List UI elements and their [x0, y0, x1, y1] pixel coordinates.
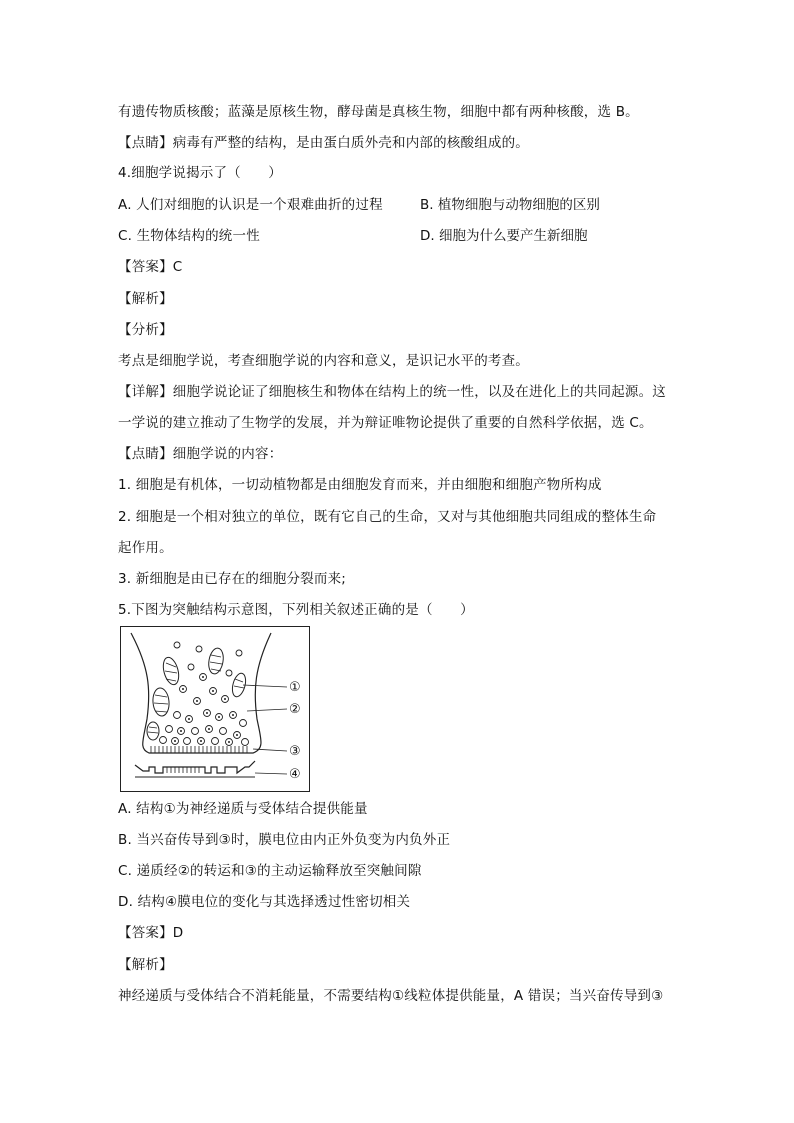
text-line: 1. 细胞是有机体，一切动植物都是由细胞发育而来，并由细胞和细胞产物所构成 — [118, 477, 602, 493]
answer-label: 【答案】D — [118, 925, 184, 941]
label-2: ② — [289, 702, 301, 717]
presynaptic-membrane-hatching — [151, 746, 247, 753]
text-line: 3. 新细胞是由已存在的细胞分裂而来; — [118, 571, 347, 587]
text-line: 【点睛】细胞学说的内容： — [118, 446, 283, 462]
leader-lines — [243, 685, 287, 774]
analysis-label: 【解析】 — [118, 957, 173, 973]
text-line: 有遗传物质核酸；蓝藻是原核生物，酵母菌是真核生物，细胞中都有两种核酸，选 B。 — [118, 104, 639, 120]
question-4-stem: 4.细胞学说揭示了（ ） — [118, 165, 282, 181]
text-line: 考点是细胞学说，考查细胞学说的内容和意义，是识记水平的考查。 — [118, 353, 529, 369]
question-4-option-d: D. 细胞为什么要产生新细胞 — [420, 228, 588, 244]
analysis-sub-label: 【分析】 — [118, 322, 173, 338]
synaptic-vesicles — [160, 642, 249, 746]
question-4-option-c: C. 生物体结构的统一性 — [118, 228, 260, 244]
question-5-option-b: B. 当兴奋传导到③时，膜电位由内正外负变为内负外正 — [118, 832, 451, 848]
question-4-option-a: A. 人们对细胞的认识是一个艰难曲折的过程 — [118, 197, 383, 213]
synapse-diagram — [120, 626, 310, 792]
text-line: 【详解】细胞学说论证了细胞核生和物体在结构上的统一性，以及在进化上的共同起源。这 — [118, 384, 666, 400]
question-5-option-d: D. 结构④膜电位的变化与其选择透过性密切相关 — [118, 894, 411, 910]
synapse-diagram-svg — [121, 627, 309, 791]
label-1: ① — [289, 680, 301, 695]
analysis-label: 【解析】 — [118, 291, 173, 307]
text-line: 起作用。 — [118, 540, 173, 556]
label-4: ④ — [289, 767, 301, 782]
answer-label: 【答案】C — [118, 259, 183, 275]
text-line: 2. 细胞是一个相对独立的单位，既有它自己的生命，又对与其他细胞共同组成的整体生命 — [118, 509, 657, 525]
mitochondria — [147, 647, 248, 740]
question-5-option-a: A. 结构①为神经递质与受体结合提供能量 — [118, 801, 368, 817]
question-4-option-b: B. 植物细胞与动物细胞的区别 — [420, 197, 600, 213]
text-line: 【点睛】病毒有严整的结构，是由蛋白质外壳和内部的核酸组成的。 — [118, 135, 529, 151]
question-5-option-c: C. 递质经②的转运和③的主动运输释放至突触间隙 — [118, 863, 422, 879]
postsynaptic-hatching — [167, 767, 199, 773]
label-3: ③ — [289, 744, 301, 759]
text-line: 神经递质与受体结合不消耗能量，不需要结构①线粒体提供能量，A 错误；当兴奋传导到③ — [118, 988, 664, 1004]
text-line: 一学说的建立推动了生物学的发展，并为辩证唯物论提供了重要的自然科学依据，选 C。 — [118, 415, 653, 431]
question-5-stem: 5.下图为突触结构示意图，下列相关叙述正确的是（ ） — [118, 602, 474, 618]
